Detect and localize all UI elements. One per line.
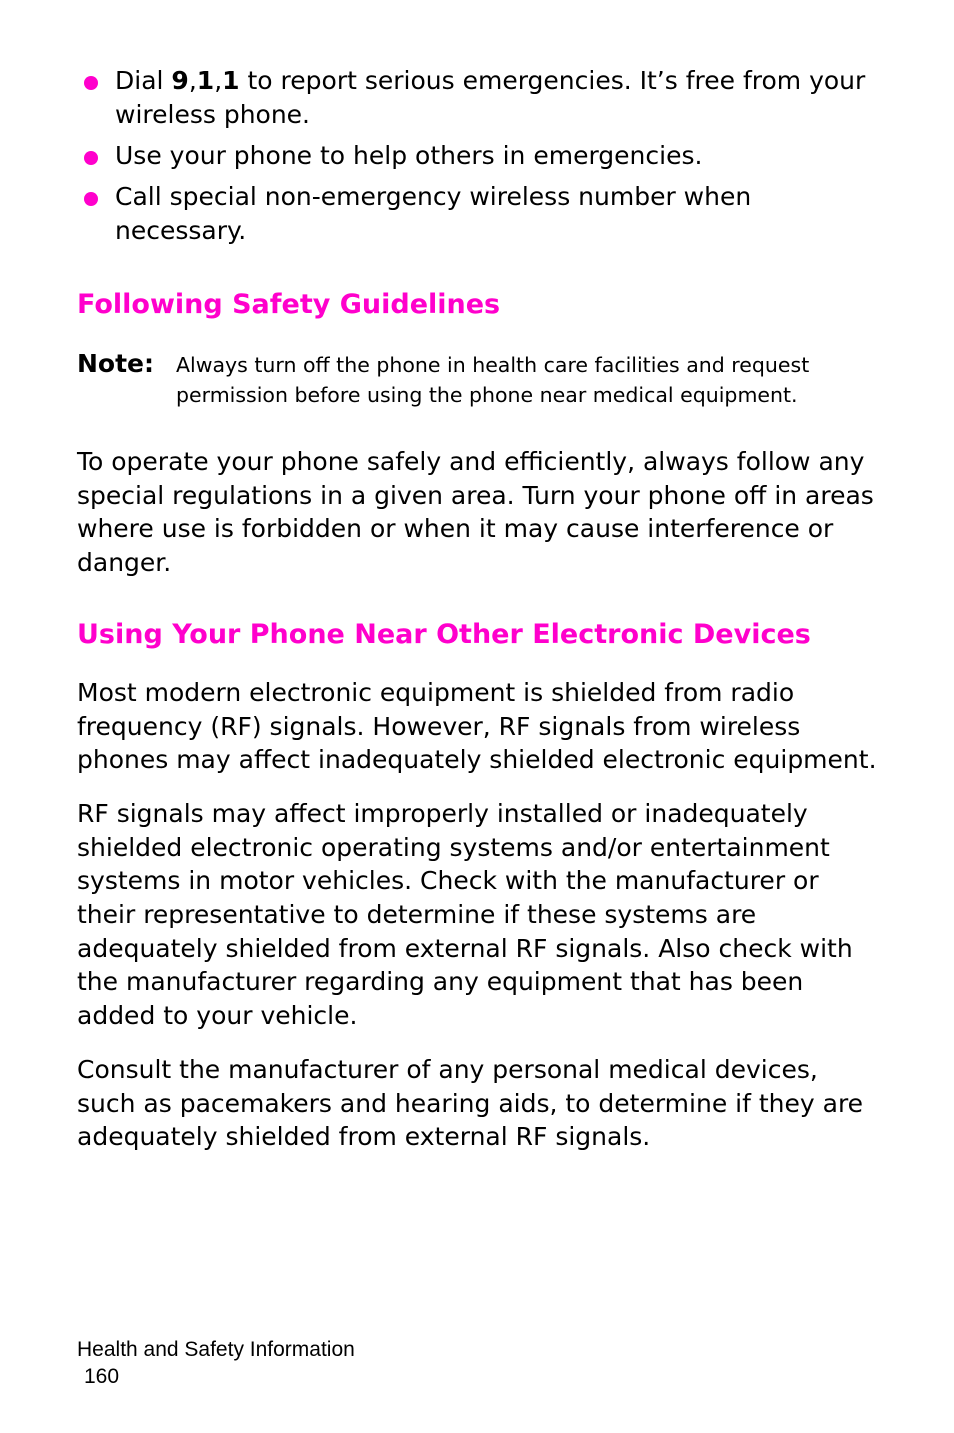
section-heading-safety-guidelines: Following Safety Guidelines [77,289,501,320]
bullet-text-prefix: Dial [115,66,172,95]
bullet-icon [84,76,98,90]
page-number: 160 [84,1365,120,1388]
digit-separator: , [214,66,223,95]
section-heading-electronic-devices: Using Your Phone Near Other Electronic Devices [77,618,811,650]
paragraph-vehicle-systems: RF signals may affect improperly installed or inadequately shielded electronic operating systems and/or entertainment systems in motor vehicles. Check with the manufacturer or their representative to determine if these systems are adequately shielded from external RF signals. Also check with the manufacturer regarding any equipment that has been added to your vehicle. [77,798,853,1031]
emergency-digit: 9 [171,66,189,95]
note-label: Note: [77,349,155,378]
note-block [77,349,877,410]
emergency-digit: 1 [222,66,240,95]
page-content [77,64,877,1154]
emergency-digit: 1 [196,66,215,95]
bullet-text: Call special non-emergency wireless number when necessary. [115,182,752,245]
list-item [77,180,877,248]
paragraph-rf-shielding: Most modern electronic equipment is shielded from radio frequency (RF) signals. However, RF signals from wireless phones may affect inadequately shielded electronic equipment. [77,677,877,775]
bullet-icon [84,151,98,165]
paragraph-medical-devices: Consult the manufacturer of any personal medical devices, such as pacemakers and hearing aids, to determine if they are adequately shielded from external RF signals. [77,1054,864,1152]
list-item [77,64,877,132]
paragraph-safety: To operate your phone safely and efficiently, always follow any special regulations in a given area. Turn your phone off in areas where use is forbidden or when it may cause interference or danger. [77,447,874,578]
bullet-text: Use your phone to help others in emergencies. [115,141,703,170]
note-text: Always turn off the phone in health care facilities and request permission before using the phone near medical equipment. [176,353,810,407]
bullet-icon [84,192,98,206]
list-item [77,139,877,173]
page-footer [77,1336,355,1390]
footer-section-title: Health and Safety Information [77,1338,355,1361]
digit-separator: , [188,66,197,95]
bullet-list [77,64,877,248]
bullet-text-suffix: to report serious emergencies. It’s free from your wireless phone. [115,66,866,129]
